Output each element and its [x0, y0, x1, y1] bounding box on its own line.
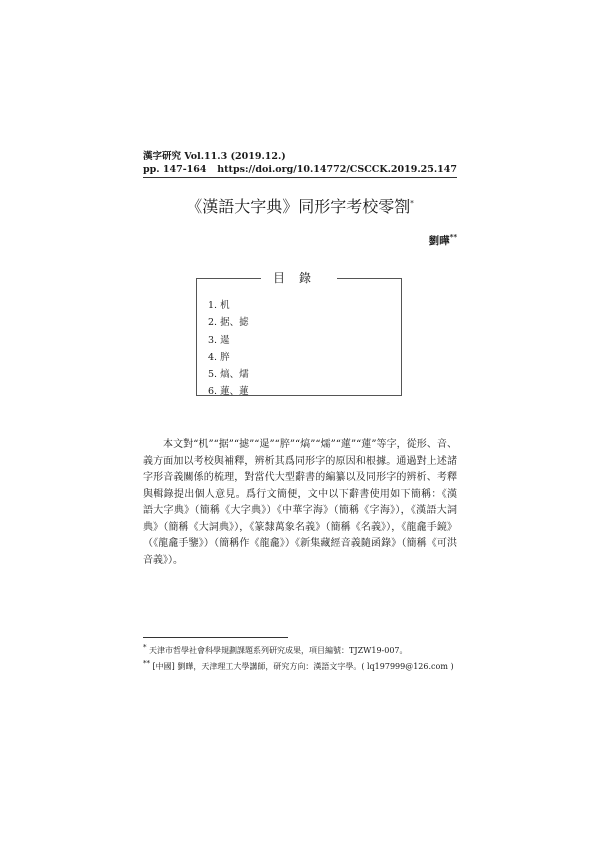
- toc-item: 5. 熇、燸: [208, 369, 249, 381]
- footnote-mark: *: [143, 643, 147, 652]
- journal-header: 漢字研究 Vol.11.3 (2019.12.): [143, 151, 286, 162]
- doi-link[interactable]: https://doi.org/10.14772/CSCCK.2019.25.147: [217, 164, 457, 175]
- abstract-paragraph: 本文對“机”“据”“摅”“遈”“脺”“熇”“燸”“蓮”“蓮”等字，從形、音、義方面加以考校與補釋，辨析其爲同形字的原因和根據。通過對上述諸字形音義關係的梳理，對當代大型辭書的編纂以及同形字的辨析、考釋與輯錄提出個人意見。爲行文簡便，文中以下辭書使用如下簡稱：《漢語大字典》（簡稱《大字典》）《中華字海》（簡稱《字海》），《漢語大詞典》（簡稱《大詞典》），《篆隸萬象名義》（簡稱《名義》），《龍龕手鏡》（《龍龕手鑒》）（簡稱作《龍龕》）《新集藏經音義隨函錄》（簡稱《可洪音義》）。: [143, 439, 457, 566]
- author: [429, 234, 457, 248]
- footnote-funding: [143, 645, 408, 656]
- toc-list: [208, 297, 249, 401]
- toc-item: 3. 遈: [208, 334, 230, 346]
- table-of-contents: [196, 271, 402, 398]
- toc-heading-text: 目錄: [261, 271, 337, 285]
- header-rule: [143, 177, 457, 178]
- toc-item: 6. 蓮、蓮: [208, 386, 249, 398]
- toc-item: 2. 据、摅: [208, 317, 249, 329]
- title-footnote-mark: *: [410, 199, 414, 208]
- footnote-text: [中國] 劉曄，天津理工大學講師，研究方向：漢語文字學。( lq197999@126.com ): [152, 662, 454, 671]
- page-range: pp. 147-164: [143, 164, 207, 175]
- toc-item: 4. 脺: [208, 351, 230, 363]
- author-footnote-mark: **: [449, 232, 457, 242]
- toc-heading: [197, 270, 401, 286]
- paper-title: [143, 196, 457, 218]
- footnote-rule: [143, 637, 288, 638]
- footnote-mark: **: [143, 659, 150, 668]
- footnote-author: [143, 661, 454, 672]
- author-name: 劉曄: [428, 235, 450, 247]
- footnote-text: 天津市哲學社會科學規劃課題系列研究成果，項目編號：TJZW19-007。: [149, 646, 408, 655]
- toc-item: 1. 机: [208, 300, 230, 311]
- title-text: 《漢語大字典》同形字考校零劄: [186, 197, 411, 216]
